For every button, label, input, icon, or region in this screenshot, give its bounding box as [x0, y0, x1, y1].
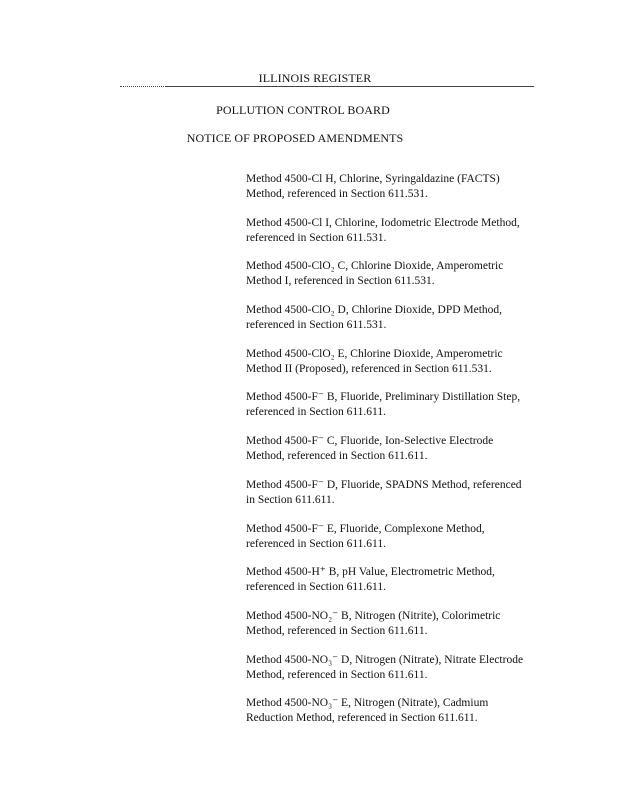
method-line-2: Method II (Proposed), referenced in Section 611.531. — [246, 362, 492, 375]
method-line-1: Method 4500-NO₂⁻ B, Nitrogen (Nitrite), Colorimetric — [246, 609, 501, 622]
method-line-1: Method 4500-NO₃⁻ D, Nitrogen (Nitrate), Nitrate Electrode — [246, 653, 524, 666]
method-item — [246, 347, 546, 377]
header-rule-left — [120, 86, 166, 87]
header-rule-right — [428, 86, 534, 87]
header-rule — [166, 86, 428, 87]
method-line-1: Method 4500-H⁺ B, pH Value, Electrometric Method, — [246, 566, 495, 579]
method-line-1: Method 4500-F⁻ E, Fluoride, Complexone Method, — [246, 522, 485, 535]
method-line-2: Method I, referenced in Section 611.531. — [246, 275, 435, 288]
method-line-2: in Section 611.611. — [246, 493, 335, 506]
method-line-1: Method 4500-ClO₂ C, Chlorine Dioxide, Amperometric — [246, 260, 504, 273]
method-item — [246, 390, 546, 420]
method-line-2: referenced in Section 611.611. — [246, 537, 386, 550]
method-line-1: Method 4500-ClO₂ E, Chlorine Dioxide, Amperometric — [246, 347, 503, 360]
method-line-2: Method, referenced in Section 611.611. — [246, 668, 428, 681]
board-name: POLLUTION CONTROL BOARD — [216, 103, 390, 117]
method-item — [246, 216, 546, 246]
method-item — [246, 172, 546, 202]
method-line-1: Method 4500-F⁻ B, Fluoride, Preliminary Distillation Step, — [246, 391, 521, 404]
method-line-1: Method 4500-NO₃⁻ E, Nitrogen (Nitrate), Cadmium — [246, 697, 489, 710]
method-item — [246, 565, 546, 595]
method-item — [246, 522, 546, 552]
method-item — [246, 696, 546, 726]
method-line-1: Method 4500-Cl I, Chlorine, Iodometric Electrode Method, — [246, 216, 520, 229]
method-line-2: referenced in Section 611.531. — [246, 231, 387, 244]
method-line-1: Method 4500-Cl H, Chlorine, Syringaldazine (FACTS) — [246, 173, 500, 185]
method-line-2: Method, referenced in Section 611.611. — [246, 624, 428, 637]
method-item — [246, 478, 546, 508]
method-line-1: Method 4500-ClO₂ D, Chlorine Dioxide, DPD Method, — [246, 304, 503, 317]
notice-title: NOTICE OF PROPOSED AMENDMENTS — [186, 131, 404, 145]
method-item — [246, 434, 546, 464]
method-item — [246, 653, 546, 683]
method-line-2: referenced in Section 611.611. — [246, 406, 386, 419]
method-item — [246, 259, 546, 289]
method-list — [246, 172, 546, 740]
method-line-2: Method, referenced in Section 611.531. — [246, 188, 428, 200]
method-item — [246, 303, 546, 333]
method-item — [246, 609, 546, 639]
method-line-2: referenced in Section 611.531. — [246, 319, 387, 332]
method-line-2: Method, referenced in Section 611.611. — [246, 450, 428, 463]
method-line-1: Method 4500-F⁻ D, Fluoride, SPADNS Method, referenced — [246, 478, 522, 491]
method-line-2: referenced in Section 611.611. — [246, 581, 386, 594]
register-title: ILLINOIS REGISTER — [258, 71, 372, 85]
method-line-2: Reduction Method, referenced in Section 611.611. — [246, 712, 478, 725]
method-line-1: Method 4500-F⁻ C, Fluoride, Ion-Selective Electrode — [246, 435, 494, 448]
